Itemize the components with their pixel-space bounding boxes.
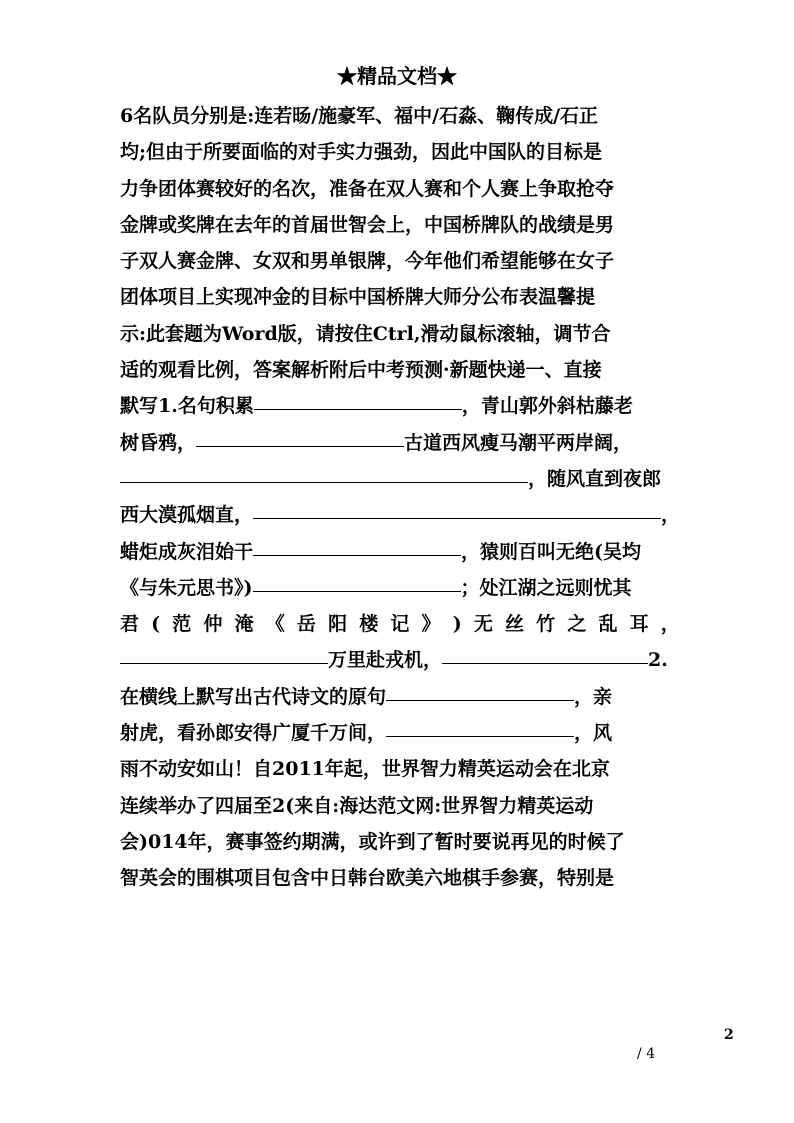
fill-blank-line [120,715,680,751]
answer-blank [196,425,404,447]
fill-blank-line [120,679,680,715]
fill-blank-line [120,497,680,533]
fill-blank-line [120,388,680,424]
text-line: 子双人赛金牌、女双和男单银牌，今年他们希望能够在女子 [120,250,615,273]
text-char: 范 [172,613,192,636]
text-segment: ，随风直到夜郎 [528,467,662,490]
text-line: 6名队员分别是:连若旸/施豪军、福中/石淼、鞠传成/石正 [120,105,599,127]
answer-blank [386,715,574,737]
text-char: 无 [473,613,493,636]
text-segment: 射虎，看孙郎安得广厦千万间， [120,722,387,745]
page-total: / 4 [637,1046,656,1062]
justified-line [120,606,680,642]
answer-blank [253,570,461,592]
text-segment: 万里赴戎机， [328,649,443,672]
page-header-title: ★精品文档★ [337,64,457,88]
text-segment: 西大漠孤烟直， [120,504,254,527]
text-line: 团体项目上实现冲金的目标中国桥牌大师分公布表温馨提 [120,286,596,309]
text-char: 记 [390,613,410,636]
text-char: 竹 [536,613,556,636]
text-line: 雨不动安如山！自2011年起，世界智力精英运动会在北京 [120,758,610,781]
text-segment: ，猿则百叫无绝(吴均 [461,540,642,563]
answer-blank [386,679,574,701]
text-char: 岳 [296,613,316,636]
answer-blank [120,461,528,483]
answer-blank [253,534,461,556]
text-line: 会)014年，赛事签约期满，或许到了暂时要说再见的时候了 [120,830,625,853]
answer-blank [253,497,661,519]
text-line: 金牌或奖牌在去年的首届世智会上，中国桥牌队的战绩是男 [120,213,615,236]
text-char: 》 [421,613,441,636]
text-segment: ，风 [574,722,613,745]
answer-blank [442,642,648,664]
text-line: 连续举办了四届至2(来自:海达范文网:世界智力精英运动 [120,794,594,817]
text-char: ， [660,613,680,636]
answer-blank [254,388,462,410]
answer-blank [120,642,328,664]
text-segment: 古道西风瘦马潮平两岸阔， [404,431,633,454]
text-char: ( [151,613,161,636]
text-char: 《 [265,613,285,636]
text-char: 耳 [629,613,649,636]
text-segment: ，青山郭外斜枯藤老 [461,395,633,418]
text-segment: 默写1.名句积累 [120,395,254,418]
fill-blank-line [120,425,680,461]
text-line: 力争团体赛较好的名次，准备在双人赛和个人赛上争取抢夺 [120,177,615,200]
text-char: 淹 [234,613,254,636]
text-line: 均;但由于所要面临的对手实力强劲，因此中国队的目标是 [120,141,603,164]
text-segment: 蜡炬成灰泪始干 [120,540,254,563]
text-line: 适的观看比例，答案解析附后中考预测·新题快递一、直接 [120,359,602,382]
text-segment: 《与朱元思书》) [120,576,253,599]
text-char: 乱 [598,613,618,636]
fill-blank-line [120,570,680,606]
fill-blank-line [120,534,680,570]
text-char: 楼 [359,613,379,636]
fill-blank-line [120,461,680,497]
text-char: 阳 [328,613,348,636]
fill-blank-line [120,642,680,678]
text-segment: 在横线上默写出古代诗文的原句 [120,685,387,708]
page-number: 2 [724,1027,734,1043]
document-body [120,98,680,897]
text-segment: ， [661,504,680,527]
text-segment: ，亲 [574,685,613,708]
text-line: 示:此套题为Word版，请按住Ctrl,滑动鼠标滚轴，调节合 [120,322,611,345]
text-segment: 2. [648,649,668,672]
text-char: 仲 [203,613,223,636]
text-char: ) [452,613,462,636]
text-segment: ；处江湖之远则忧其 [460,576,632,599]
text-line: 智英会的围棋项目包含中日韩台欧美六地棋手参赛，特别是 [120,867,615,890]
text-char: 丝 [505,613,525,636]
text-char: 之 [567,613,587,636]
text-char: 君 [120,613,140,636]
text-segment: 树昏鸦， [120,431,197,454]
